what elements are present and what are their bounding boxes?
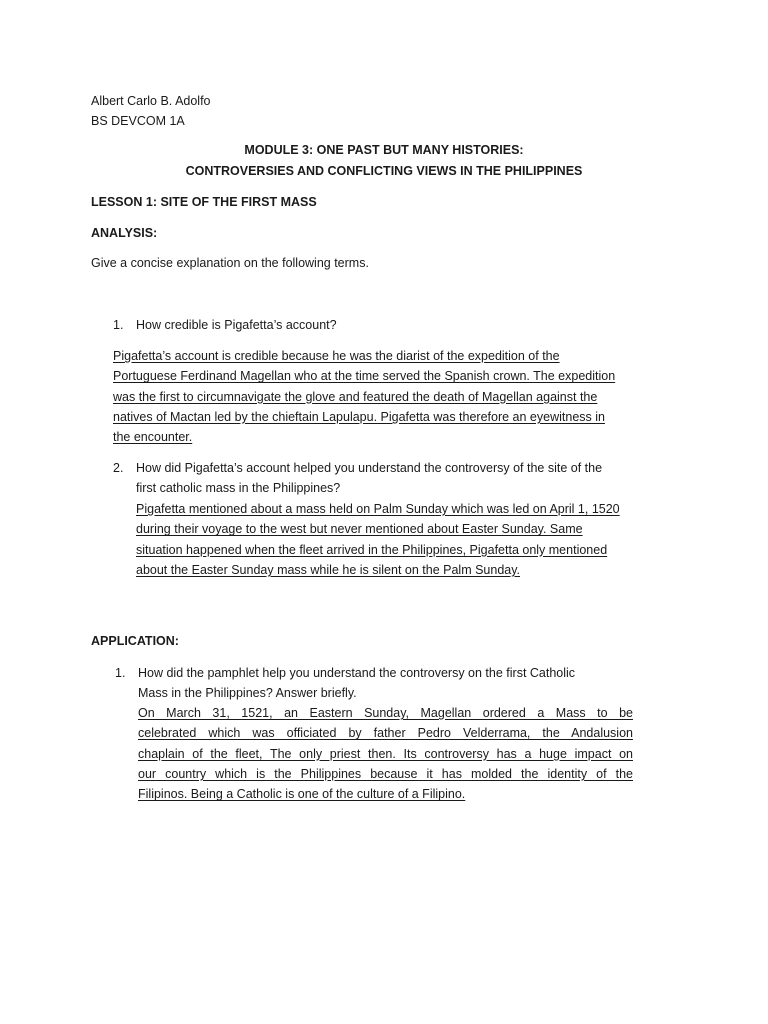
analysis-item-2-question: [136, 458, 602, 499]
answer-line: Pigafetta’s account is credible because he was the diarist of the expedition of the: [113, 349, 560, 363]
answer-line: about the Easter Sunday mass while he is silent on the Palm Sunday.: [136, 562, 521, 577]
question-line: Mass in the Philippines? Answer briefly.: [138, 686, 357, 701]
answer-line: was the first to circumnavigate the glove and featured the death of Magellan against the: [113, 389, 598, 404]
analysis-instruction: Give a concise explanation on the following terms.: [91, 256, 369, 270]
answer-line: natives of Mactan led by the chieftain Lapulapu. Pigafetta was therefore an eyewitness in: [113, 409, 605, 424]
analysis-item-1-number: 1.: [113, 318, 124, 332]
answer-line: during their voyage to the west but never mentioned about Easter Sunday. Same: [136, 522, 583, 537]
answer-line: situation happened when the fleet arrived in the Philippines, Pigafetta only mentioned: [136, 542, 608, 557]
application-heading: APPLICATION:: [91, 634, 179, 648]
analysis-item-2-answer: [136, 499, 620, 580]
application-item-1-answer: [138, 703, 633, 804]
answer-line: Filipinos. Being a Catholic is one of the culture of a Filipino.: [138, 787, 466, 802]
application-item-1-question: [138, 663, 575, 704]
analysis-item-1-question: [136, 315, 337, 335]
answer-line: Pigafetta mentioned about a mass held on Palm Sunday which was led on April 1, 1520: [136, 502, 620, 516]
question-line: How did Pigafetta’s account helped you understand the controversy of the site of the: [136, 461, 603, 475]
answer-line: On March 31, 1521, an Eastern Sunday, Magellan ordered a Mass to be: [138, 706, 633, 720]
application-item-1-number: 1.: [115, 666, 126, 680]
question-line: How credible is Pigafetta’s account?: [136, 318, 337, 332]
lesson-title: LESSON 1: SITE OF THE FIRST MASS: [91, 195, 317, 209]
analysis-item-1-answer: [113, 346, 615, 447]
author-name: Albert Carlo B. Adolfo: [91, 94, 211, 108]
answer-line: Portuguese Ferdinand Magellan who at the time served the Spanish crown. The expedition: [113, 369, 616, 384]
answer-line: celebrated which was officiated by father Pedro Velderrama, the Andalusion: [138, 726, 633, 741]
question-line: first catholic mass in the Philippines?: [136, 481, 341, 496]
module-title-line2: CONTROVERSIES AND CONFLICTING VIEWS IN THE PHILIPPINES: [185, 164, 583, 178]
answer-line: the encounter.: [113, 430, 193, 445]
answer-line: chaplain of the fleet, The only priest then. Its controversy has a huge impact on: [138, 746, 633, 761]
analysis-item-2-number: 2.: [113, 461, 124, 475]
module-title-line1: MODULE 3: ONE PAST BUT MANY HISTORIES:: [244, 143, 524, 157]
author-program: BS DEVCOM 1A: [91, 114, 185, 128]
analysis-heading: ANALYSIS:: [91, 226, 158, 240]
question-line: How did the pamphlet help you understand the controversy on the first Catholic: [138, 666, 576, 680]
answer-line: our country which is the Philippines because it has molded the identity of the: [138, 766, 633, 781]
